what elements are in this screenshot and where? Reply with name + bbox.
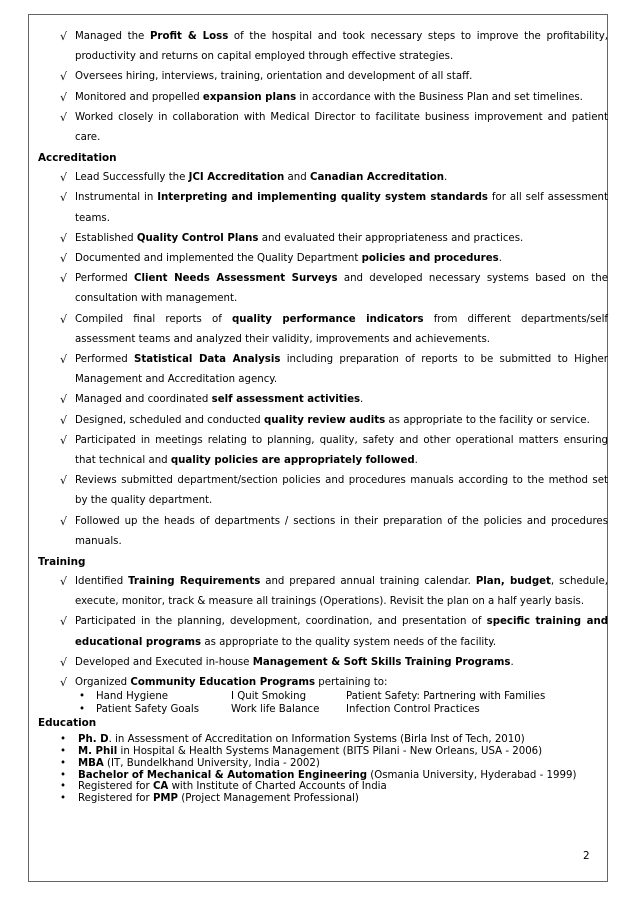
list-item (38, 310, 608, 350)
checkmark-icon: √ (60, 272, 68, 286)
list-item (38, 108, 608, 148)
text-segment: Oversees hiring, interviews, training, orientation and development of all staff. (75, 71, 473, 83)
text-segment: . (360, 394, 364, 406)
bullet-icon: • (60, 769, 67, 781)
text-segment: Participated in meetings relating to planning, quality, safety and other operational matters ensuring that technical and (75, 434, 608, 467)
checkmark-icon: √ (60, 433, 68, 447)
text-segment: . (414, 455, 418, 467)
checkmark-icon: √ (60, 191, 68, 205)
text-segment: (Osmania University, Hyderabad - 1999) (367, 769, 577, 781)
list-item (38, 249, 608, 269)
program-item: Patient Safety Goals (96, 704, 200, 716)
bold-text: quality performance indicators (231, 313, 424, 325)
resume-content (38, 27, 608, 805)
checkmark-icon: √ (60, 30, 68, 43)
checkmark-icon: √ (60, 70, 68, 84)
list-item (38, 67, 608, 87)
list-item (38, 512, 608, 552)
bullet-icon: • (79, 691, 86, 703)
text-segment: Managed and coordinated (75, 394, 212, 406)
text-segment: Registered for (78, 781, 153, 793)
bold-text: expansion plans (202, 91, 297, 103)
text-segment: in accordance with the Business Plan and set timelines. (296, 91, 583, 103)
list-item (38, 88, 608, 108)
text-segment: . (498, 253, 502, 265)
text-segment: Monitored and propelled (75, 91, 203, 103)
bold-text: CA (152, 781, 169, 793)
program-item: I Quit Smoking (231, 691, 307, 703)
text-segment: Registered for (78, 793, 153, 805)
text-segment: and (284, 172, 310, 184)
text-segment: Designed, scheduled and conducted (75, 414, 264, 426)
bold-text: Client Needs Assessment Surveys (134, 273, 338, 285)
text-segment: , schedule, execute, monitor, track & measure all trainings (Operations). Revisit the plan on a half yearly basis. (75, 576, 608, 608)
checkmark-icon: √ (60, 655, 68, 669)
text-segment: Developed and Executed in-house (75, 656, 253, 668)
checkmark-icon: √ (60, 615, 68, 629)
text-segment: for all self assessment teams. (75, 192, 608, 224)
list-item (38, 431, 608, 471)
checkmark-icon: √ (60, 90, 68, 104)
bold-text: JCI Accreditation (188, 172, 285, 184)
text-segment: Established (75, 232, 137, 244)
education-item (60, 746, 608, 758)
accreditation-list (38, 168, 608, 552)
text-segment: Performed (75, 273, 135, 285)
education-item (60, 770, 608, 782)
list-item (38, 572, 608, 612)
text-segment: . in Assessment of Accreditation on Information Systems (Birla Inst of Tech, 2010) (108, 734, 525, 746)
list-item (38, 269, 608, 309)
bullet-icon: • (60, 781, 67, 793)
training-heading: Training (38, 556, 86, 569)
education-list (38, 734, 608, 805)
training-list (38, 572, 608, 693)
intro-list (38, 27, 608, 148)
bold-text: MBA (78, 757, 104, 769)
text-segment: Instrumental in (75, 192, 158, 204)
list-item (38, 653, 608, 673)
checkmark-icon: √ (60, 575, 68, 589)
bold-text: Community Education Programs (130, 677, 316, 689)
education-item (60, 758, 608, 770)
list-item (38, 188, 608, 228)
bold-text: specific training and educational programs (75, 616, 608, 648)
text-segment: Organized (75, 677, 131, 689)
page-number: 2 (583, 850, 590, 862)
list-item (38, 350, 608, 390)
text-segment: as appropriate to the facility or service. (385, 414, 590, 426)
bold-text: PMP (152, 793, 179, 805)
text-segment: Worked closely in collaboration with Medical Director to facilitate business improvement and patient care. (75, 111, 608, 144)
checkmark-icon: √ (60, 171, 68, 185)
list-item (38, 168, 608, 188)
bold-text: M. Phil (78, 746, 118, 758)
bold-text: quality review audits (263, 414, 386, 426)
bold-text: Training Requirements (128, 576, 261, 588)
bold-text: Ph. D (78, 734, 109, 746)
accreditation-heading: Accreditation (38, 152, 117, 165)
program-item: Work life Balance (231, 704, 320, 716)
text-segment: Identified (75, 576, 129, 588)
text-segment: Documented and implemented the Quality Department (75, 253, 362, 265)
bold-text: Profit & Loss (149, 31, 229, 42)
program-item: Patient Safety: Partnering with Families (346, 691, 546, 703)
text-segment: pertaining to: (315, 677, 388, 689)
text-segment: Managed the (75, 31, 150, 42)
checkmark-icon: √ (60, 676, 68, 690)
checkmark-icon: √ (60, 252, 68, 266)
text-segment: Reviews submitted department/section policies and procedures manuals according to the method set by the quality department. (75, 475, 608, 507)
checkmark-icon: √ (60, 514, 68, 528)
bold-text: Bachelor of Mechanical & Automation Engineering (78, 769, 368, 781)
text-segment: Lead Successfully the (75, 172, 189, 184)
list-item (38, 390, 608, 410)
text-segment: of the hospital and took necessary steps to improve the profitability, productivity and returns on capital employed through effective strategies. (75, 31, 608, 63)
program-item: Hand Hygiene (96, 691, 169, 703)
checkmark-icon: √ (60, 110, 68, 124)
bullet-icon: • (79, 704, 86, 716)
bold-text: Management & Soft Skills Training Programs (252, 656, 511, 668)
list-item (38, 27, 608, 67)
checkmark-icon: √ (60, 413, 68, 427)
text-segment: Compiled final reports of (75, 313, 232, 325)
bold-text: Statistical Data Analysis (134, 354, 281, 366)
bullet-icon: • (60, 793, 67, 805)
text-segment: and evaluated their appropriateness and practices. (258, 232, 524, 244)
text-segment: . (510, 656, 514, 668)
bold-text: quality policies are appropriately followed (170, 455, 415, 467)
list-item (38, 411, 608, 431)
bullet-icon: • (60, 734, 67, 746)
education-item (60, 734, 608, 746)
bold-text: Canadian Accreditation (309, 172, 444, 184)
bullet-icon: • (60, 746, 67, 758)
text-segment: and prepared annual training calendar. (260, 576, 476, 588)
bold-text: policies and procedures (361, 253, 499, 265)
text-segment: as appropriate to the quality system needs of the facility. (201, 636, 497, 648)
text-segment: and developed necessary systems based on the consultation with management. (75, 273, 608, 305)
checkmark-icon: √ (60, 393, 68, 407)
text-segment: from different departments/self assessment teams and analyzed their validity, improvements and achievements. (75, 313, 608, 345)
text-segment: Followed up the heads of departments / sections in their preparation of the policies and procedures manuals. (75, 515, 608, 547)
text-segment: Participated in the planning, development, coordination, and presentation of (75, 616, 487, 628)
list-item (38, 229, 608, 249)
text-segment: (Project Management Professional) (178, 793, 359, 805)
text-segment: Performed (75, 354, 135, 366)
bullet-icon: • (60, 757, 67, 769)
program-row (79, 703, 608, 716)
text-segment: (IT, Bundelkhand University, India - 2002) (103, 757, 320, 769)
list-item (38, 471, 608, 511)
text-segment: including preparation of reports to be submitted to Higher Management and Accreditation agency. (75, 354, 608, 386)
text-segment: . (443, 172, 448, 184)
bold-text: Interpreting and implementing quality system standards (157, 192, 488, 204)
checkmark-icon: √ (60, 353, 68, 367)
education-item (60, 781, 608, 793)
text-segment: in Hospital & Health Systems Management (BITS Pilani - New Orleans, USA - 2006) (117, 746, 543, 758)
education-item (60, 793, 608, 805)
bold-text: Plan, budget (475, 576, 551, 588)
list-item (38, 612, 608, 652)
bold-text: Quality Control Plans (136, 232, 259, 244)
program-item: Infection Control Practices (346, 704, 480, 716)
checkmark-icon: √ (60, 474, 68, 488)
bold-text: self assessment activities (211, 394, 361, 406)
checkmark-icon: √ (60, 231, 68, 245)
text-segment: with Institute of Charted Accounts of India (168, 781, 387, 793)
checkmark-icon: √ (60, 312, 68, 326)
education-heading: Education (38, 717, 97, 730)
community-programs-list (38, 690, 608, 716)
